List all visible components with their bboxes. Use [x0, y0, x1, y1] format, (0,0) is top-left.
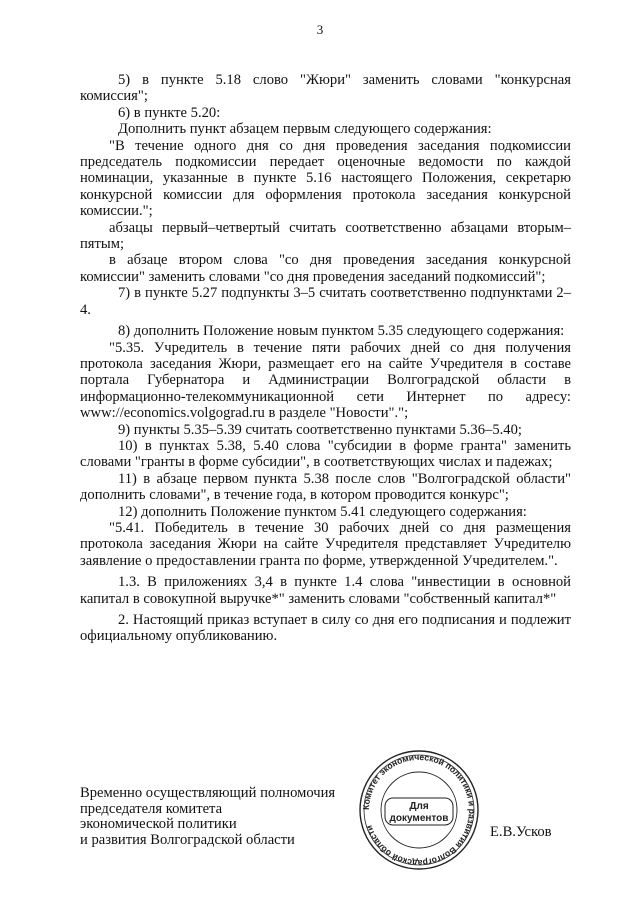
paragraph-add-abzac: Дополнить пункт абзацем первым следующего содержания:: [118, 121, 492, 138]
signature-title-line: Временно осуществляющий полномочия: [80, 785, 336, 801]
signature-block: [80, 786, 335, 848]
paragraph-item-10: 10) в пунктах 5.38, 5.40 слова "субсидии в форме гранта" заменить словами "гранты в форме субсидии", в соответствующих числах и падежах;: [80, 437, 571, 471]
paragraph-quote-5-41: "5.41. Победитель в течение 30 рабочих дней со дня размещения протокола заседания Жюри на сайте Учредителя представляет Учредителю заявление о предоставлении гранта по форме, утвержденной Учредителем.".: [80, 519, 571, 569]
signature-title-line: и развития Волгоградской области: [80, 831, 295, 848]
signature-title-line: председателя комитета: [80, 800, 223, 817]
official-stamp: [357, 748, 481, 872]
paragraph-item-9: 9) пункты 5.35–5.39 считать соответственно пунктами 5.36–5.40;: [118, 421, 522, 438]
signature-title-line: экономической политики: [80, 816, 237, 832]
paragraph-quote-5-35: "5.35. Учредитель в течение пяти рабочих дней со дня получения протокола заседания Жюри, размещает его на сайте Учредителя в составе портала Губернатора и Администрации Волгоградской области в информационно-телекоммуникационной сети Интернет по адресу: www://economics.volgograd.ru в разделе "Новости".";: [80, 339, 571, 422]
paragraph-quote-5-20: "В течение одного дня со дня проведения заседания подкомиссии председатель подкомиссии передает оценочные ведомости по каждой номинации, указанные в пункте 5.16 настоящего Положения, секретарю конкурсной комиссии для оформления протокола заседания конкурсной комиссии.";: [80, 137, 571, 220]
stamp-ring-text: Комитет экономической политики и развития Волгоградской области: [360, 751, 478, 869]
paragraph-item-12: 12) дополнить Положение пунктом 5.41 следующего содержания:: [118, 503, 527, 520]
paragraph-replace-words: в абзаце втором слова "со дня проведения заседания конкурсной комиссии" заменить словами "со дня проведения заседаний подкомиссий";: [80, 252, 571, 285]
stamp-center-line: Для: [409, 801, 429, 812]
paragraph-item-11: 11) в абзаце первом пункта 5.38 после слов "Волгоградской области" дополнить словами", в течение года, в котором проводится конкурс";: [80, 470, 571, 504]
paragraph-item-8: 8) дополнить Положение новым пунктом 5.35 следующего содержания:: [118, 323, 565, 340]
signatory-name: Е.В.Усков: [490, 824, 552, 840]
paragraph-renumber-abzacs: абзацы первый–четвертый считать соответственно абзацами вторым–пятым;: [80, 219, 571, 253]
paragraph-item-2: 2. Настоящий приказ вступает в силу со дня его подписания и подлежит официальному опубликованию.: [80, 612, 571, 645]
stamp-center-line: документов: [389, 813, 449, 824]
paragraph-item-1-3: 1.3. В приложениях 3,4 в пункте 1.4 слова "инвестиции в основной капитал в совокупной выручке*" заменить словами "собственный капитал*": [80, 574, 571, 607]
page-number: 3: [316, 22, 324, 37]
document-body: [80, 72, 571, 645]
paragraph-item-5: 5) в пункте 5.18 слово "Жюри" заменить словами "конкурсная комиссия";: [80, 72, 571, 105]
paragraph-item-7: 7) в пункте 5.27 подпункты 3–5 считать соответственно подпунктами 2–4.: [80, 285, 571, 318]
paragraph-item-6: 6) в пункте 5.20:: [118, 104, 221, 121]
